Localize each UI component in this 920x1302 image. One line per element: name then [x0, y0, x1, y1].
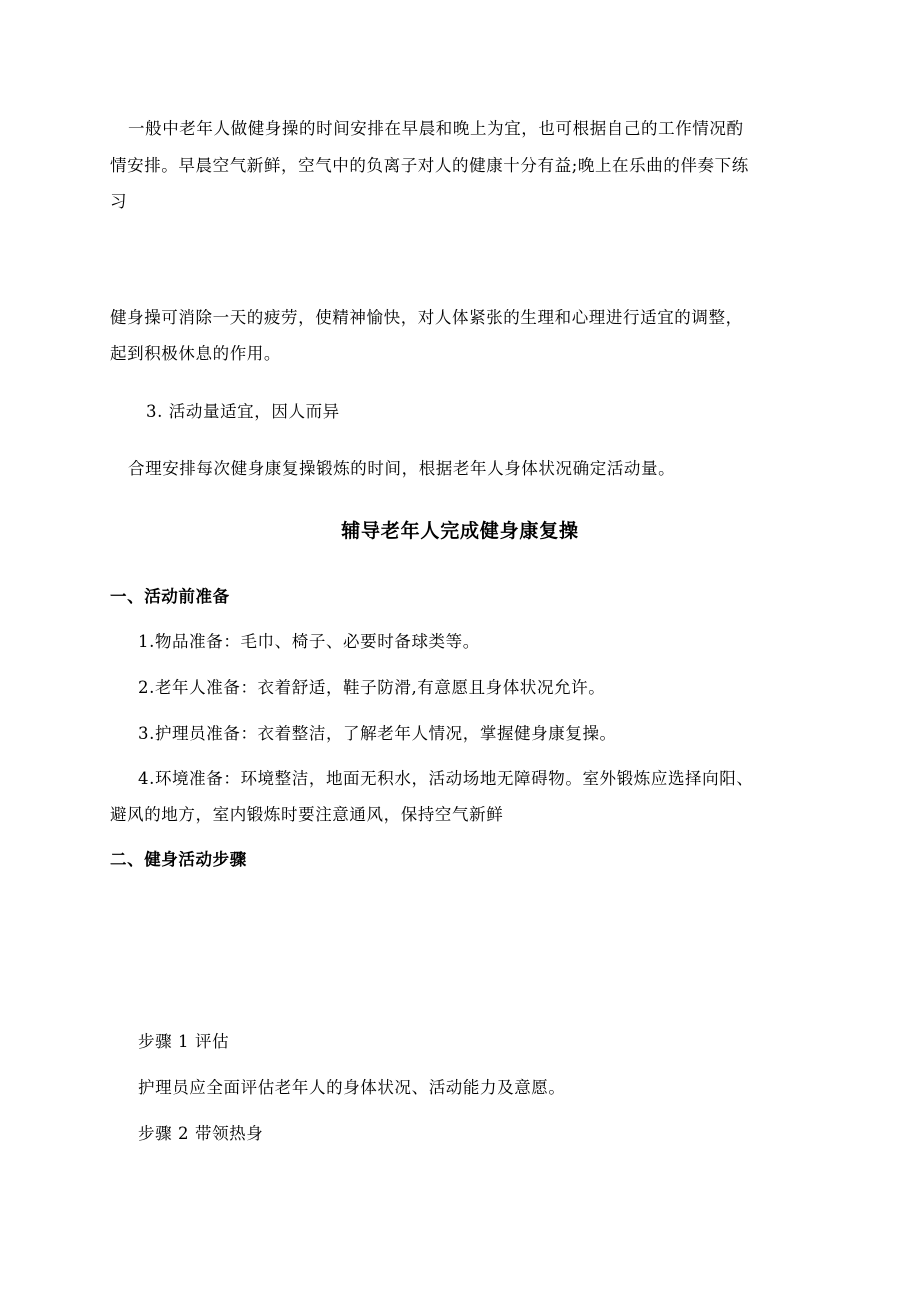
intro-line-1: 一般中老年人做健身操的时间安排在早晨和晚上为宜，也可根据自己的工作情况酌	[128, 119, 744, 138]
list-item-caregiver-prep: 3.护理员准备：衣着整洁，了解老年人情况，掌握健身康复操。	[138, 724, 617, 743]
step-1-label: 步骤 1 评估	[138, 1032, 230, 1051]
list-item-supplies: 1.物品准备：毛巾、椅子、必要时备球类等。	[138, 632, 480, 651]
section-2-heading: 二、健身活动步骤	[110, 850, 247, 869]
step-2-label: 步骤 2 带领热身	[138, 1124, 264, 1143]
point-3-heading: 3. 活动量适宜，因人而异	[146, 402, 340, 421]
evening-line-2: 起到积极休息的作用。	[110, 344, 281, 363]
intro-line-3: 习	[110, 192, 128, 211]
section-1-heading: 一、活动前准备	[110, 587, 230, 606]
list-item-environment-cont: 避风的地方，室内锻炼时要注意通风，保持空气新鲜	[110, 805, 504, 824]
intro-line-2: 情安排。早晨空气新鲜，空气中的负离子对人的健康十分有益;晚上在乐曲的伴奏下练	[110, 156, 749, 175]
step-1-body: 护理员应全面评估老年人的身体状况、活动能力及意愿。	[138, 1078, 566, 1097]
page-title: 辅导老年人完成健身康复操	[341, 520, 579, 542]
evening-line-1: 健身操可消除一天的疲劳，使精神愉快，对人体紧张的生理和心理进行适宜的调整，	[110, 308, 743, 327]
point-3-body: 合理安排每次健身康复操锻炼的时间，根据老年人身体状况确定活动量。	[128, 459, 676, 478]
list-item-environment: 4.环境准备：环境整洁，地面无积水，活动场地无障碍物。室外锻炼应选择向阳、	[138, 769, 754, 788]
list-item-elder-prep: 2.老年人准备：衣着舒适，鞋子防滑,有意愿且身体状况允许。	[138, 678, 606, 697]
